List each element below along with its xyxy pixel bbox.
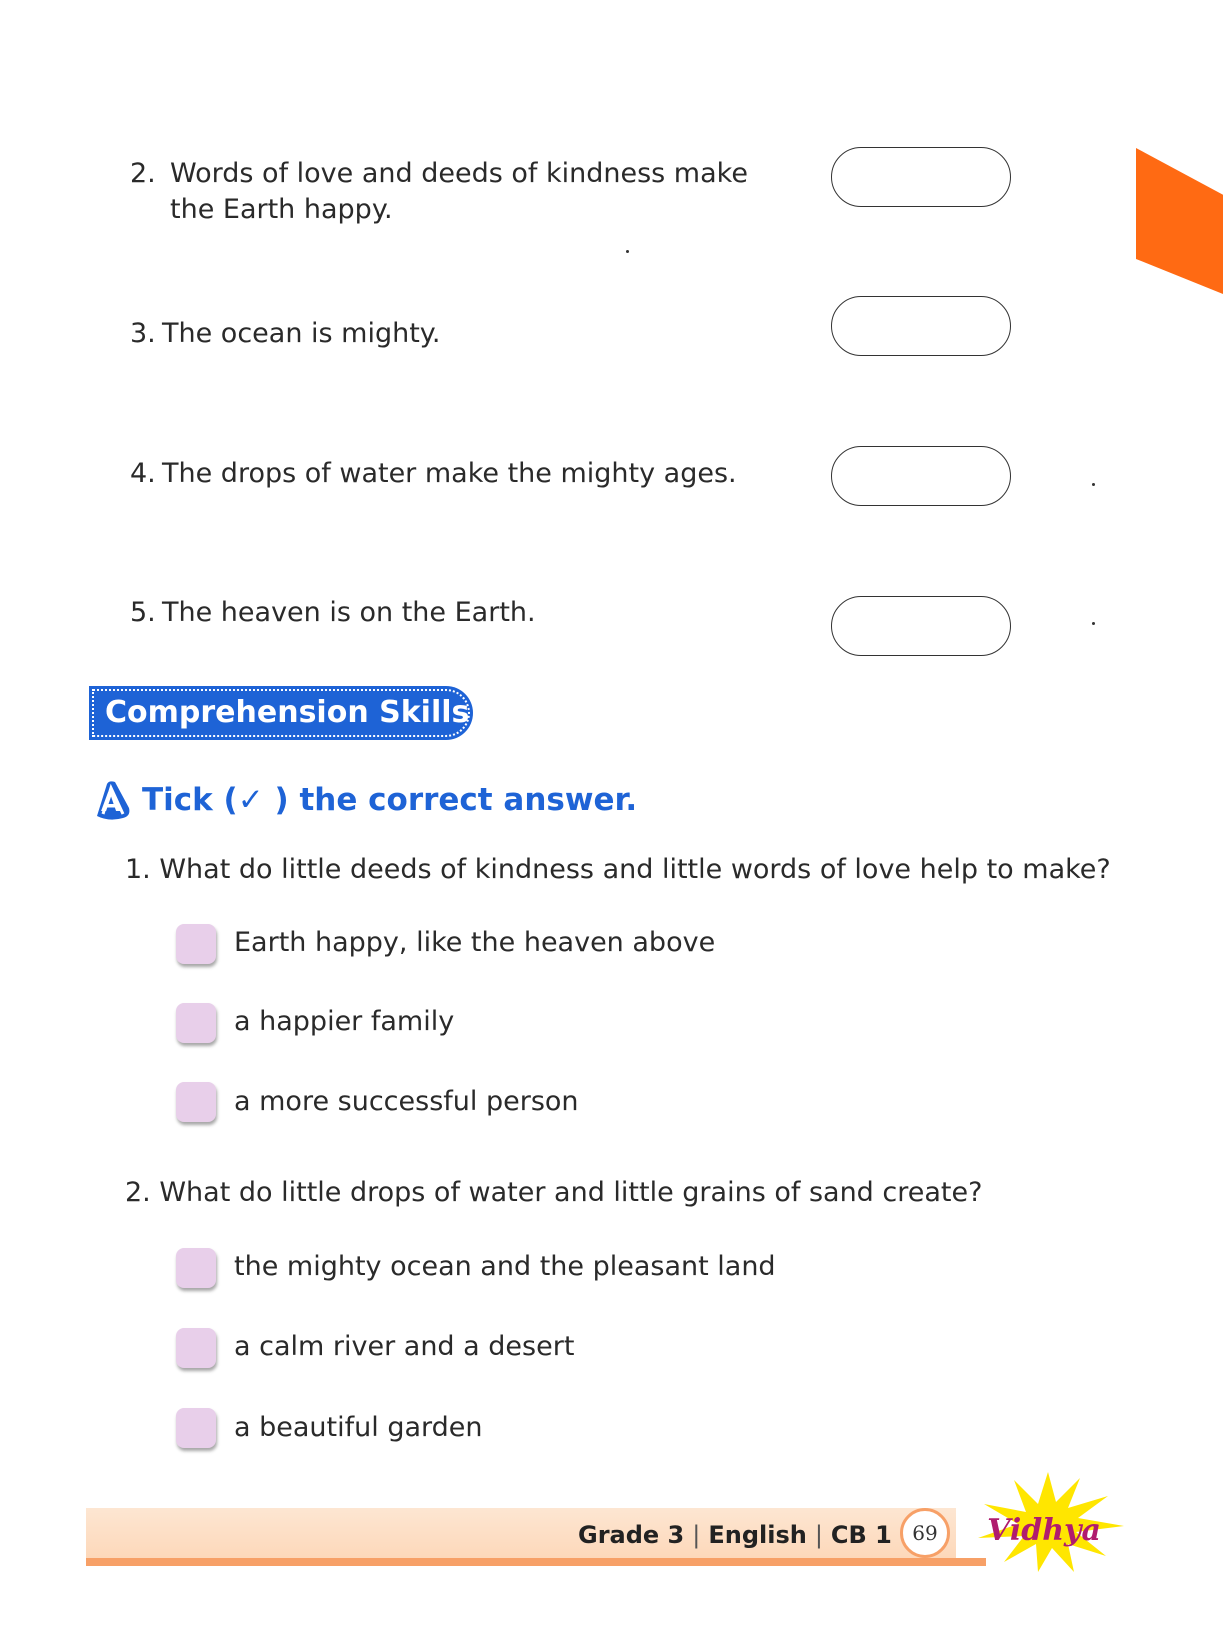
option-label: Earth happy, like the heaven above <box>234 927 716 958</box>
question-2: 2. What do little drops of water and little grains of sand create? <box>125 1177 983 1208</box>
vidhya-logo <box>958 1470 1128 1575</box>
statement-number: 2. <box>130 158 156 189</box>
option-label: a happier family <box>234 1006 455 1037</box>
option-checkbox[interactable] <box>176 1003 216 1043</box>
corner-tab <box>1136 148 1223 294</box>
statement-text: The heaven is on the Earth. <box>162 597 536 628</box>
answer-box-5[interactable] <box>831 596 1011 656</box>
stray-dot <box>1092 622 1095 625</box>
statement-2 <box>130 156 748 228</box>
statement-number: 3. <box>130 318 156 349</box>
exercise-a-icon <box>89 778 133 822</box>
statement-text: the Earth happy. <box>170 194 393 225</box>
footer-info: Grade 3 | English | CB 1 <box>578 1521 892 1549</box>
option-label: a more successful person <box>234 1086 579 1117</box>
option-checkbox[interactable] <box>176 1328 216 1368</box>
statement-number: 4. <box>130 458 156 489</box>
stray-dot <box>1092 483 1095 486</box>
section-title: Comprehension Skills <box>105 695 470 730</box>
stray-dot <box>626 250 629 253</box>
answer-box-4[interactable] <box>831 446 1011 506</box>
option-label: a calm river and a desert <box>234 1331 575 1362</box>
page-number: 69 <box>912 1521 938 1545</box>
option-checkbox[interactable] <box>176 924 216 964</box>
option-checkbox[interactable] <box>176 1082 216 1122</box>
footer-grade: Grade 3 <box>578 1521 685 1549</box>
statement-3 <box>130 316 441 352</box>
answer-box-3[interactable] <box>831 296 1011 356</box>
statement-text: Words of love and deeds of kindness make <box>170 158 748 189</box>
option-label: a beautiful garden <box>234 1412 483 1443</box>
answer-box-2[interactable] <box>831 147 1011 207</box>
option-checkbox[interactable] <box>176 1408 216 1448</box>
section-banner <box>89 686 473 740</box>
statement-4 <box>130 456 737 492</box>
page-number-badge <box>900 1508 950 1558</box>
footer-accent-line <box>86 1558 986 1566</box>
statement-text: The ocean is mighty. <box>162 318 441 349</box>
statement-number: 5. <box>130 597 156 628</box>
exercise-badge: A <box>100 788 122 818</box>
question-1: 1. What do little deeds of kindness and little words of love help to make? <box>125 854 1111 885</box>
footer-subject: English <box>708 1521 807 1549</box>
footer-book: CB 1 <box>830 1521 892 1549</box>
instruction: Tick (✓ ) the correct answer. <box>142 782 638 818</box>
option-checkbox[interactable] <box>176 1248 216 1288</box>
brand-name: Vidhya <box>987 1513 1101 1548</box>
statement-text: The drops of water make the mighty ages. <box>162 458 737 489</box>
statement-5 <box>130 595 536 631</box>
option-label: the mighty ocean and the pleasant land <box>234 1251 776 1282</box>
